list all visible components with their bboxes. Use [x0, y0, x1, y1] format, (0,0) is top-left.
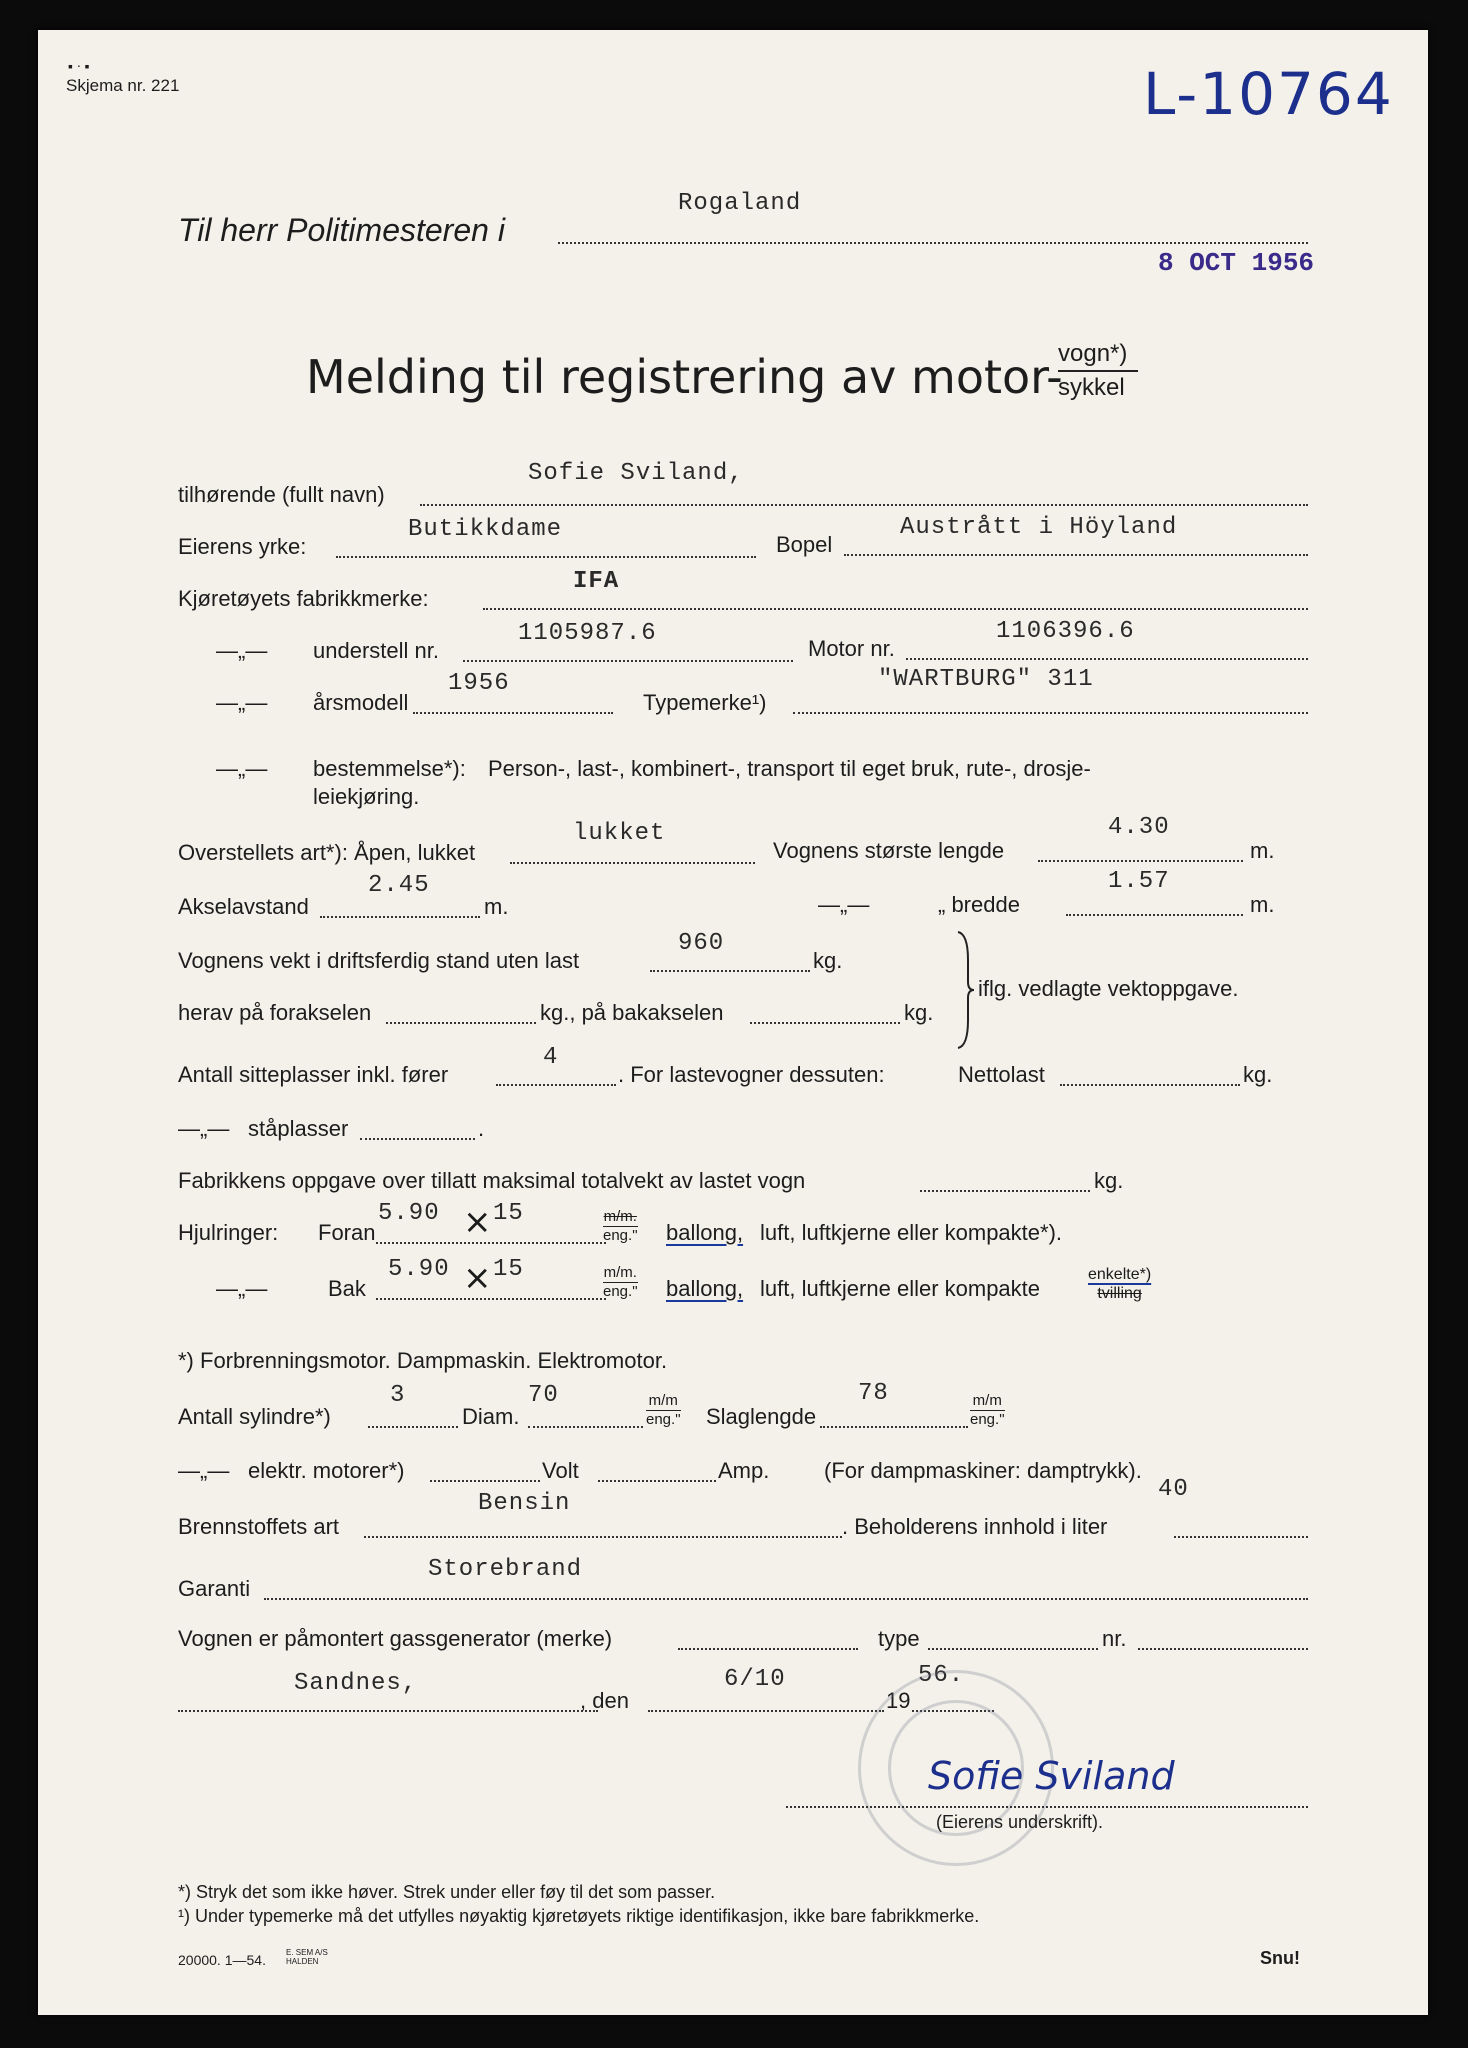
printer-name: E. SEM A/S HALDEN [286, 1948, 328, 1966]
net-load-unit: kg. [1243, 1062, 1273, 1087]
times-mark: × [463, 1258, 492, 1298]
gas-type-label: type [878, 1626, 920, 1651]
weight-label: Vognens vekt i driftsferdig stand uten last [178, 948, 580, 973]
ditto-mark: —„— [178, 1458, 230, 1483]
steam-label: (For dampmaskiner: damptrykk). [824, 1458, 1142, 1483]
tyres-front-unit: m/m. eng." [603, 1208, 638, 1244]
model-year-value: 1956 [448, 670, 510, 697]
gas-nr-line [1138, 1648, 1308, 1650]
net-load-line [1060, 1084, 1240, 1086]
electric-label: elektr. motorer*) [248, 1458, 405, 1483]
tyres-rear-unit: m/m. eng." [603, 1264, 638, 1300]
tyres-rear-mount: enkelte*) tvilling [1088, 1266, 1152, 1302]
tank-label: . Beholderens innhold i liter [842, 1514, 1108, 1539]
model-year-line [413, 712, 613, 714]
footnote-2: ¹) Under typemerke må det utfylles nøyaktig kjøretøyets riktige identifikasjon, ikke bare fabrikkmerke. [178, 1906, 980, 1926]
chassis-line [463, 660, 793, 662]
ditto-mark: —„— [216, 756, 268, 781]
ditto-mark: —„— [178, 1116, 230, 1141]
form-sheet [38, 30, 1428, 2015]
warranty-line [264, 1598, 1308, 1600]
tyres-rear-line [376, 1298, 606, 1300]
addressee-line [558, 242, 1308, 244]
purpose-options: Person-, last-, kombinert-, transport til eget bruk, rute-, drosje- [488, 756, 1091, 781]
rear-axle-unit: kg. [904, 1000, 934, 1025]
tyres-rear-label: Bak [328, 1276, 366, 1301]
received-stamp-date: 8 OCT 1956 [1158, 248, 1315, 278]
tank-value: 40 [1158, 1476, 1189, 1503]
tyres-front-label: Foran [318, 1220, 376, 1245]
owner-label: tilhørende (fullt navn) [178, 482, 385, 507]
cylinders-label: Antall sylindre*) [178, 1404, 331, 1429]
place-value: Sandnes, [294, 1670, 418, 1697]
chassis-value: 1105987.6 [518, 620, 657, 647]
body-type-value: lukket [573, 820, 666, 847]
occupation-line [336, 556, 756, 558]
title-option-sykkel: sykkel [1058, 374, 1125, 401]
body-type-line [510, 862, 755, 864]
cylinders-value: 3 [390, 1382, 406, 1409]
fuel-line [364, 1536, 842, 1538]
tank-line [1174, 1536, 1308, 1538]
fuel-label: Brennstoffets art [178, 1514, 340, 1539]
engine-value: 1106396.6 [996, 618, 1135, 645]
length-unit: m. [1250, 838, 1275, 863]
year-value: 56. [918, 1662, 965, 1689]
addressee-label: Til herr Politimesteren i [178, 212, 505, 248]
tyres-label: Hjulringer: [178, 1220, 279, 1245]
front-axle-label: herav på forakselen [178, 1000, 372, 1025]
form-title: Melding til registrering av motor- [306, 350, 1063, 404]
diameter-line [528, 1426, 643, 1428]
occupation-value: Butikkdame [408, 516, 563, 543]
year-prefix: 19 [886, 1688, 911, 1713]
occupation-label: Eierens yrke: [178, 534, 307, 559]
width-unit: m. [1250, 892, 1275, 917]
width-value: 1.57 [1108, 868, 1170, 895]
seats-line [496, 1084, 616, 1086]
front-axle-line [386, 1022, 536, 1024]
warranty-value: Storebrand [428, 1556, 583, 1583]
date-value: 6/10 [724, 1666, 786, 1693]
type-value: "WARTBURG" 311 [878, 666, 1094, 693]
title-option-vogn: vogn*) [1058, 340, 1128, 367]
make-value: IFA [573, 568, 620, 595]
tyres-front-x: 15 [493, 1200, 524, 1227]
weight-line [650, 970, 810, 972]
tyres-rear-balloon: ballong, [666, 1276, 744, 1301]
wheelbase-line [320, 916, 480, 918]
owner-line [420, 504, 1308, 506]
signature-line [786, 1806, 1308, 1808]
make-line [483, 608, 1308, 610]
form-number: Skjema nr. 221 [66, 76, 180, 95]
footnote-1: *) Stryk det som ikke høver. Strek under eller føy til det som passer. [178, 1882, 716, 1902]
stroke-line [820, 1426, 968, 1428]
gas-type-line [928, 1648, 1098, 1650]
place-line [178, 1710, 598, 1712]
stroke-value: 78 [858, 1380, 889, 1407]
gas-nr-label: nr. [1102, 1626, 1127, 1651]
cargo-label: . For lastevogner dessuten: [618, 1062, 885, 1087]
weight-note: iflg. vedlagte vektoppgave. [978, 976, 1239, 1001]
max-weight-unit: kg. [1094, 1168, 1124, 1193]
length-line [1038, 860, 1243, 862]
ditto-mark: —„— [818, 892, 870, 917]
tyres-rear-x: 15 [493, 1256, 524, 1283]
model-year-label: årsmodell [313, 690, 409, 715]
max-weight-line [920, 1190, 1090, 1192]
gas-generator-label: Vognen er påmontert gassgenerator (merke) [178, 1626, 613, 1651]
residence-value: Austrått i Höyland [900, 514, 1178, 541]
cylinders-line [368, 1426, 458, 1428]
width-label: „ bredde [938, 892, 1020, 917]
weight-unit: kg. [813, 948, 843, 973]
weight-value: 960 [678, 930, 725, 957]
standing-line [360, 1138, 475, 1140]
diameter-unit: m/m eng." [646, 1392, 681, 1428]
length-label: Vognens største lengde [773, 838, 1005, 863]
ditto-mark: —„— [216, 638, 268, 663]
times-mark: × [463, 1202, 492, 1242]
body-type-label: Overstellets art*): Åpen, lukket [178, 840, 476, 865]
fuel-value: Bensin [478, 1490, 571, 1517]
residence-line [844, 554, 1308, 556]
residence-label: Bopel [776, 532, 833, 557]
archive-number: L-10764 [1143, 60, 1394, 128]
tyres-rear-options: luft, luftkjerne eller kompakte [760, 1276, 1041, 1301]
engine-label: Motor nr. [808, 636, 895, 661]
stroke-label: Slaglengde [706, 1404, 817, 1429]
wheelbase-label: Akselavstand [178, 894, 309, 919]
width-line [1066, 914, 1243, 916]
warranty-label: Garanti [178, 1576, 251, 1601]
ditto-mark: —„— [216, 690, 268, 715]
seats-value: 4 [543, 1044, 559, 1071]
standing-label: ståplasser [248, 1116, 349, 1141]
diameter-label: Diam. [462, 1404, 520, 1429]
rear-axle-label: kg., på bakakselen [540, 1000, 724, 1025]
volt-line [598, 1480, 716, 1482]
purpose-label: bestemmelse*): [313, 756, 466, 781]
max-weight-label: Fabrikkens oppgave over tillatt maksimal totalvekt av lastet vogn [178, 1168, 806, 1193]
engine-line [906, 658, 1308, 660]
date-line [648, 1710, 884, 1712]
date-den-label: , den [580, 1688, 629, 1713]
net-load-label: Nettolast [958, 1062, 1045, 1087]
turn-over-note: Snu! [1260, 1948, 1300, 1968]
amp-label: Amp. [718, 1458, 770, 1483]
gas-generator-line [678, 1648, 858, 1650]
title-fraction-line [1058, 370, 1138, 372]
weight-brace [956, 930, 976, 1050]
volt-label: Volt [542, 1458, 579, 1483]
tyres-rear-value: 5.90 [388, 1256, 450, 1283]
diameter-value: 70 [528, 1382, 559, 1409]
engine-types: *) Forbrenningsmotor. Dampmaskin. Elektromotor. [178, 1348, 668, 1373]
signature-label: (Eierens underskrift). [936, 1812, 1104, 1832]
corner-marks: ▪︎ · ▪︎ [68, 60, 90, 75]
seats-label: Antall sitteplasser inkl. fører [178, 1062, 449, 1087]
type-line [793, 712, 1308, 714]
ditto-mark: —„— [216, 1276, 268, 1301]
make-label: Kjøretøyets fabrikkmerke: [178, 586, 429, 611]
tyres-front-options: luft, luftkjerne eller kompakte*). [760, 1220, 1063, 1245]
rear-axle-line [750, 1022, 900, 1024]
wheelbase-value: 2.45 [368, 872, 430, 899]
stroke-unit: m/m eng." [970, 1392, 1005, 1428]
owner-value: Sofie Sviland, [528, 460, 744, 487]
tyres-front-balloon: ballong, [666, 1220, 744, 1245]
print-run: 20000. 1—54. [178, 1952, 266, 1968]
length-value: 4.30 [1108, 814, 1170, 841]
owner-signature: Sofie Sviland [928, 1754, 1175, 1798]
type-label: Typemerke¹) [643, 690, 767, 715]
tyres-front-line [376, 1242, 606, 1244]
chassis-label: understell nr. [313, 638, 439, 663]
addressee-value: Rogaland [678, 190, 802, 217]
tyres-front-value: 5.90 [378, 1200, 440, 1227]
electric-line [430, 1480, 540, 1482]
wheelbase-unit: m. [484, 894, 509, 919]
standing-end: . [478, 1116, 485, 1141]
purpose-options-cont: leiekjøring. [313, 784, 420, 809]
